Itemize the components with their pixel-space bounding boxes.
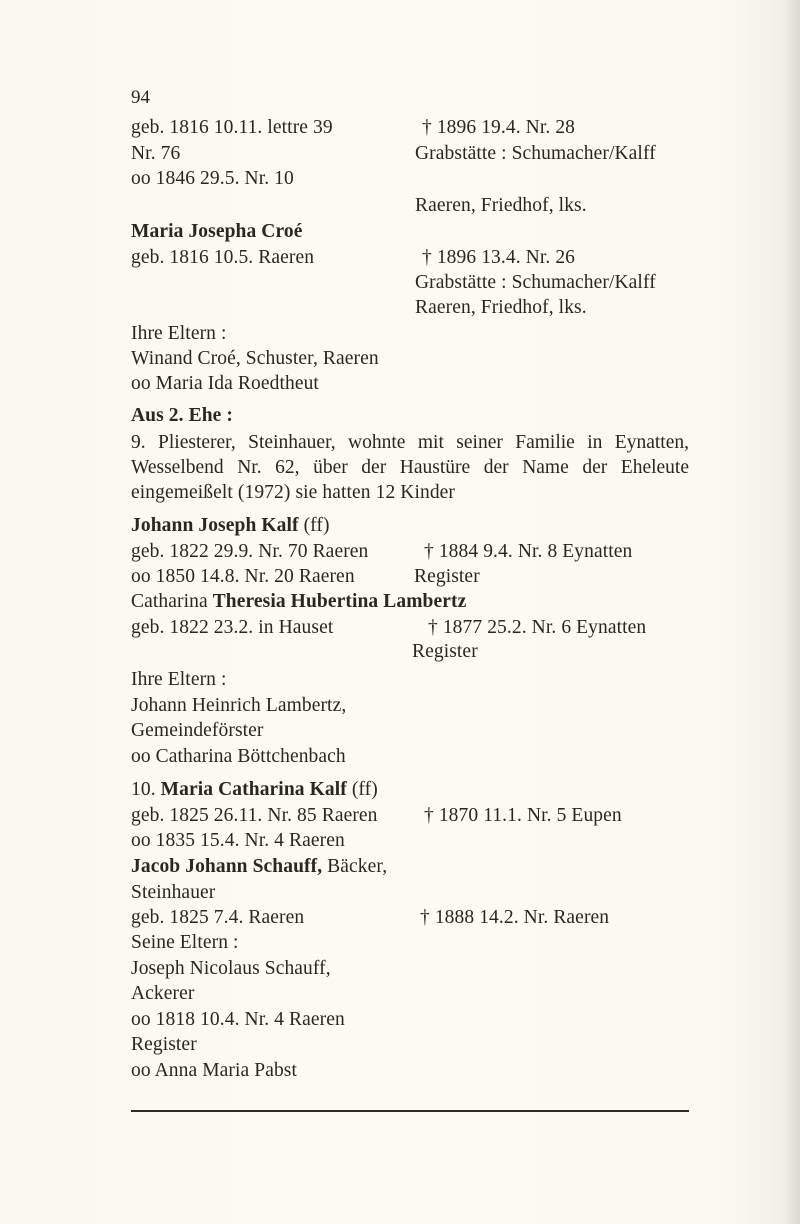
entry-9-spouse-death: † 1877 25.2. Nr. 6 Eynatten [428,617,647,638]
entry-10-spouse-occupation-2: Steinhauer [131,882,216,903]
spouse-death-line: † 1896 13.4. Nr. 26 [422,247,576,268]
entry-10-mother: oo Anna Maria Pabst [131,1060,298,1081]
paragraph-line: eingemeißelt (1972) sie hatten 12 Kinder [131,482,456,503]
entry-10-spouse-occupation: Bäcker, [327,856,388,877]
grave-line: Grabstätte : Schumacher/Kalff [415,143,656,164]
entry-10-spouse-birth: geb. 1825 7.4. Raeren [131,907,305,928]
entry-9-name: Johann Joseph Kalf [131,515,299,536]
father-line: Winand Croé, Schuster, Raeren [131,348,379,369]
record-number-line: Nr. 76 [131,143,181,164]
entry-10-number: 10. [131,779,156,800]
page-edge-shadow [786,0,800,1224]
entry-10-spouse-name: Jacob Johann Schauff, [131,856,323,877]
entry-10-father: Joseph Nicolaus Schauff, [131,958,331,979]
footer-rule [131,1110,689,1112]
entry-9-parents-label: Ihre Eltern : [131,669,227,690]
parents-label: Ihre Eltern : [131,323,227,344]
entry-9-father: Johann Heinrich Lambertz, [131,695,347,716]
spouse-grave-place-line: Raeren, Friedhof, lks. [415,297,587,318]
entry-9-spouse-name: Theresia Hubertina Lambertz [212,591,467,612]
grave-place-line: Raeren, Friedhof, lks. [415,195,587,216]
entry-9-death: † 1884 9.4. Nr. 8 Eynatten [424,541,633,562]
birth-line: geb. 1816 10.11. lettre 39 [131,117,333,138]
entry-9-suffix: (ff) [303,515,330,536]
spouse-grave-line: Grabstätte : Schumacher/Kalff [415,272,656,293]
entry-9-register: Register [414,566,480,587]
entry-9-spouse-prefix: Catharina [131,591,208,612]
entry-10-spouse [131,855,387,879]
entry-10-death: † 1870 11.1. Nr. 5 Eupen [424,805,622,826]
paragraph-line: Wesselbend Nr. 62, über der Haustüre der Name der Eheleute [131,457,689,478]
entry-10-parents-label: Seine Eltern : [131,932,239,953]
paragraph-line: 9. Pliesterer, Steinhauer, wohnte mit seiner Familie in Eynatten, [131,432,689,453]
marriage-line: oo 1846 29.5. Nr. 10 [131,168,294,189]
spouse-name: Maria Josepha Croé [131,221,303,242]
entry-10-parents-marriage: oo 1818 10.4. Nr. 4 Raeren [131,1009,345,1030]
entry-10-heading [131,778,378,802]
entry-9-heading [131,514,330,538]
entry-9-mother: oo Catharina Böttchenbach [131,746,346,767]
entry-9-spouse-register: Register [412,641,478,662]
entry-10-father-occupation: Ackerer [131,983,195,1004]
entry-9-father-occupation: Gemeindeförster [131,720,264,741]
entry-9-spouse-birth: geb. 1822 23.2. in Hauset [131,617,334,638]
entry-9-marriage: oo 1850 14.8. Nr. 20 Raeren [131,566,355,587]
mother-line: oo Maria Ida Roedtheut [131,373,319,394]
page-number: 94 [131,87,150,108]
entry-9-birth: geb. 1822 29.9. Nr. 70 Raeren [131,541,369,562]
entry-9-spouse [131,590,466,614]
entry-10-spouse-death: † 1888 14.2. Nr. Raeren [420,907,610,928]
section-heading: Aus 2. Ehe : [131,405,233,426]
spouse-birth-line: geb. 1816 10.5. Raeren [131,247,315,268]
entry-10-register: Register [131,1034,197,1055]
entry-10-birth: geb. 1825 26.11. Nr. 85 Raeren [131,805,378,826]
death-line: † 1896 19.4. Nr. 28 [422,117,576,138]
entry-10-suffix: (ff) [351,779,378,800]
entry-10-name: Maria Catharina Kalf [160,779,347,800]
entry-10-marriage: oo 1835 15.4. Nr. 4 Raeren [131,830,345,851]
